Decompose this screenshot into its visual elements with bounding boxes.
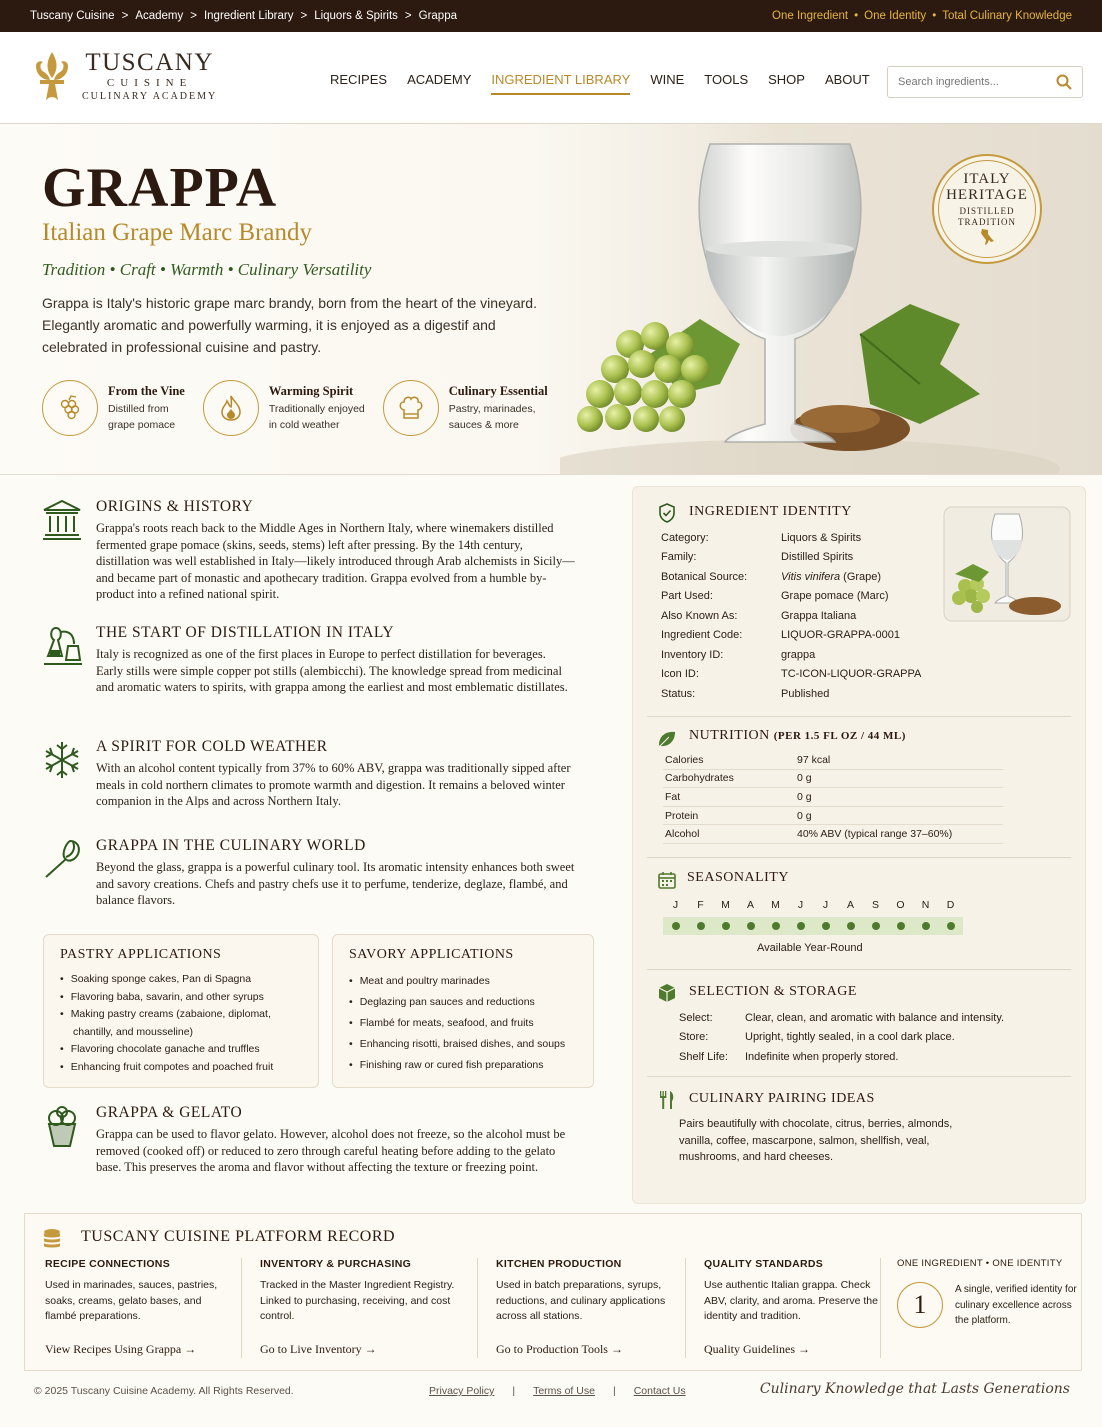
search-input[interactable] xyxy=(898,76,1038,88)
breadcrumb-ingredient-library[interactable]: Ingredient Library xyxy=(203,10,294,22)
divider xyxy=(685,1258,686,1358)
storage-list xyxy=(679,1008,1004,1067)
nutrition-key: Fat xyxy=(665,790,681,803)
nutrition-key: Protein xyxy=(665,809,699,822)
table-row xyxy=(663,770,1003,789)
fleur-de-lis-icon xyxy=(32,50,72,104)
page-title: GRAPPA xyxy=(42,157,278,219)
section-text: Grappa can be used to flavor gelato. However, alcohol does not freeze, so the alcohol must be removed (cooked off) or reduced to zero through careful heating before adding to the gelato base. This preserves the aroma and flavor without affecting the texture or freezing point. xyxy=(96,1127,566,1175)
search-box xyxy=(887,66,1083,98)
leaf-icon xyxy=(657,729,677,749)
search-icon[interactable] xyxy=(1056,74,1072,90)
nutrition-key: Calories xyxy=(665,753,704,766)
hero xyxy=(0,124,1102,475)
badge-line: ITALY xyxy=(963,170,1011,187)
month-dot xyxy=(788,917,813,935)
section-text: Grappa's roots reach back to the Middle Ages in Northern Italy, where winemakers distilled fermented grape pomace (skins, seeds, stems) left after pressing. By the 14th century, distillation was well established in Italy—likely introduced through Arab alchemists in Sicily—and became part of monastic and apothecary tradition. Grappa evolved from a humble by-product into a refined national spirit. xyxy=(96,521,575,602)
nutrition-table xyxy=(663,751,1003,844)
section-distillation xyxy=(40,624,590,720)
identity-value: Published xyxy=(781,687,830,700)
identity-key: Category: xyxy=(661,531,709,544)
section-text: Beyond the glass, grappa is a powerful culinary tool. Its aromatic intensity enhances both sweet and savory creations. Chefs and pastry chefs use it to perfume, tenderize, deglaze, flambé, and balance flavors. xyxy=(96,860,575,908)
grappa-thumbnail xyxy=(943,506,1071,622)
table-row xyxy=(663,788,1003,807)
box-icon xyxy=(657,983,677,1003)
nutrition-value: 0 g xyxy=(797,772,812,785)
one-badge: 1 xyxy=(897,1282,943,1328)
identity-value: Distilled Spirits xyxy=(781,551,854,564)
divider xyxy=(647,716,1071,717)
savory-applications xyxy=(332,934,594,1088)
identity-key: Part Used: xyxy=(661,590,713,603)
tagline-sep: • xyxy=(932,10,937,22)
breadcrumb-separator: > xyxy=(300,10,308,22)
footer xyxy=(0,1380,1102,1404)
month-dot xyxy=(938,917,963,935)
record-kitchen-production xyxy=(496,1258,686,1358)
record-col-text: Used in marinades, sauces, pastries, soaks, creams, gelato bases, and flambé preparations. xyxy=(45,1279,218,1322)
list-item: • Meat and poultry marinades xyxy=(349,971,577,992)
section-title: GRAPPA IN THE CULINARY WORLD xyxy=(96,837,366,854)
nutrition-title-row xyxy=(689,728,906,744)
feature-title: Warming Spirit xyxy=(268,383,354,398)
divider xyxy=(647,1076,1071,1077)
storage-value: Upright, tightly sealed, in a cool dark place. xyxy=(745,1031,955,1044)
calendar-icon xyxy=(657,870,677,890)
breadcrumb-current: Grappa xyxy=(418,10,457,22)
month-dot xyxy=(913,917,938,935)
identity-value: Liquors & Spirits xyxy=(781,531,862,544)
month-label: M xyxy=(721,899,730,911)
nutrition-value: 0 g xyxy=(797,790,812,803)
month-dot xyxy=(688,917,713,935)
logo[interactable] xyxy=(32,50,217,104)
month-label: S xyxy=(871,899,879,911)
hero-features xyxy=(42,380,566,436)
record-one-identity xyxy=(897,1258,1077,1358)
tagline-sep: • xyxy=(854,10,859,22)
feature-text: grape pomace xyxy=(108,418,176,431)
feature-text: Distilled from xyxy=(108,402,169,415)
breadcrumb-academy[interactable]: Academy xyxy=(135,10,184,22)
identity-key: Status: xyxy=(661,687,696,700)
contact-us-link[interactable]: Contact Us xyxy=(633,1385,686,1397)
storage-key: Select: xyxy=(679,1011,713,1024)
logo-line2: CUISINE xyxy=(106,77,193,89)
feature-title: From the Vine xyxy=(108,383,185,398)
nav-about[interactable]: ABOUT xyxy=(824,72,870,87)
nutrition-value: 0 g xyxy=(797,809,812,822)
divider xyxy=(647,969,1071,970)
page-subtitle: Italian Grape Marc Brandy xyxy=(42,219,313,246)
divider xyxy=(880,1258,881,1358)
shield-check-icon xyxy=(657,503,677,523)
identity-key: Inventory ID: xyxy=(661,648,724,661)
gelato-icon xyxy=(40,1106,84,1150)
seasonality-title: SEASONALITY xyxy=(687,870,789,885)
section-text: Italy is recognized as one of the first places in Europe to perfect distillation for beverages. Early stills were simple copper pot stills (alembicchi). The knowledge spread from medicinal and aromatic waters to spirits, with grappa among the earliest and most emblematic distillates. xyxy=(96,647,568,695)
section-title: THE START OF DISTILLATION IN ITALY xyxy=(96,624,395,641)
table-row xyxy=(663,807,1003,826)
nutrition-key: Alcohol xyxy=(665,828,700,841)
record-col-text: Tracked in the Master Ingredient Registry. Linked to purchasing, receiving, and cost control. xyxy=(260,1279,455,1322)
section-text: With an alcohol content typically from 37% to 60% ABV, grappa was traditionally sipped after meals in cold northern climates to promote warmth and digestion. It remains a beloved winter companion in the Alps and across Northern Italy. xyxy=(96,761,571,809)
feature-text: in cold weather xyxy=(268,418,340,431)
record-col-text: Use authentic Italian grappa. Check ABV, clarity, and aroma. Preserve the identity and tradition. xyxy=(704,1279,878,1322)
copyright: © 2025 Tuscany Cuisine Academy. All Rights Reserved. xyxy=(34,1385,294,1397)
record-col-text: A single, verified identity for culinary excellence across the platform. xyxy=(955,1284,1077,1326)
nav-shop[interactable]: SHOP xyxy=(768,72,805,87)
identity-key: Botanical Source: xyxy=(661,570,748,583)
nutrition-value: 40% ABV (typical range 37–60%) xyxy=(797,828,953,841)
record-recipe-connections xyxy=(45,1258,235,1358)
grape-icon xyxy=(42,380,98,436)
month-dot xyxy=(763,917,788,935)
table-row xyxy=(663,825,1003,844)
month-label: J xyxy=(797,899,804,911)
list-item: • Soaking sponge cakes, Pan di Spagna xyxy=(60,971,302,989)
month-label: N xyxy=(921,899,930,911)
footer-links: Privacy Policy | Terms of Use | Contact Us xyxy=(429,1385,686,1397)
month-label: F xyxy=(697,899,704,911)
identity-key: Ingredient Code: xyxy=(661,629,743,642)
record-col-title: ONE INGREDIENT • ONE IDENTITY xyxy=(897,1258,1063,1269)
section-title: A SPIRIT FOR COLD WEATHER xyxy=(96,738,328,755)
pastry-applications xyxy=(43,934,319,1088)
tagline-item: Total Culinary Knowledge xyxy=(942,10,1072,22)
identity-value: Grappa Italiana xyxy=(781,609,857,622)
logo-line3: CULINARY ACADEMY xyxy=(82,91,218,102)
list-item: • Flavoring baba, savarin, and other syrups xyxy=(60,989,302,1007)
list-item: • Flavoring chocolate ganache and truffles xyxy=(60,1041,302,1059)
feature-text: sauces & more xyxy=(448,418,519,431)
identity-value: Grape pomace (Marc) xyxy=(781,590,889,603)
live-inventory-link[interactable]: Go to Live Inventory → xyxy=(260,1342,377,1356)
chef-hat-icon xyxy=(383,380,439,436)
breadcrumb-separator: > xyxy=(404,10,412,22)
badge-line: TRADITION xyxy=(958,216,1016,227)
feature-text: Traditionally enjoyed xyxy=(268,402,365,415)
coins-icon xyxy=(41,1228,63,1250)
hero-tags: Tradition • Craft • Warmth • Culinary Versatility xyxy=(42,260,372,279)
identity-list xyxy=(661,528,921,704)
platform-record xyxy=(24,1213,1082,1371)
nutrition-subtitle: (PER 1.5 FL OZ / 44 ML) xyxy=(773,730,906,742)
identity-value: TC-ICON-LIQUOR-GRAPPA xyxy=(781,668,922,681)
record-col-text: Used in batch preparations, syrups, reductions, and culinary applications across all stations. xyxy=(496,1279,666,1322)
identity-title: INGREDIENT IDENTITY xyxy=(689,504,852,519)
quality-guidelines-link[interactable]: Quality Guidelines → xyxy=(704,1342,810,1356)
list-item: • Enhancing fruit compotes and poached fruit xyxy=(60,1059,302,1077)
record-col-title: QUALITY STANDARDS xyxy=(704,1258,824,1270)
ingredient-panel xyxy=(632,486,1086,1204)
nutrition-title: NUTRITION xyxy=(689,728,770,743)
nutrition-key: Carbohydrates xyxy=(665,772,734,785)
top-tagline xyxy=(772,10,1072,22)
feature-culinary xyxy=(383,380,548,436)
list-item: • Enhancing risotti, braised dishes, and soups xyxy=(349,1034,577,1055)
breadcrumb-separator: > xyxy=(190,10,197,22)
list-item: • Finishing raw or cured fish preparations xyxy=(349,1055,577,1076)
hero-description: Grappa is Italy's historic grape marc brandy, born from the heart of the vineyard. Elegantly aromatic and powerfully warming, it is enjoyed as a digestif and celebrated in professional cuisine and pastry. xyxy=(42,295,537,355)
section-origins xyxy=(40,498,590,608)
feature-title: Culinary Essential xyxy=(448,383,548,398)
nav-ingredient-library[interactable]: INGREDIENT LIBRARY xyxy=(491,72,630,95)
list-item: • Deglazing pan sauces and reductions xyxy=(349,992,577,1013)
breadcrumb-liquors[interactable]: Liquors & Spirits xyxy=(314,10,398,22)
identity-key: Icon ID: xyxy=(661,668,699,681)
pairing-text: Pairs beautifully with chocolate, citrus, berries, almonds, vanilla, coffee, mascarpone, salmon, shellfish, veal, mushrooms, and hard cheeses. xyxy=(679,1118,953,1163)
still-icon xyxy=(40,624,84,668)
divider xyxy=(241,1258,242,1358)
nav-recipes[interactable]: RECIPES xyxy=(330,72,388,87)
site-header xyxy=(0,32,1102,124)
section-title: GRAPPA & GELATO xyxy=(96,1104,243,1121)
privacy-policy-link[interactable]: Privacy Policy xyxy=(429,1385,495,1397)
snowflake-icon xyxy=(40,738,84,782)
table-row xyxy=(663,751,1003,770)
month-dot xyxy=(838,917,863,935)
nav-tools[interactable]: TOOLS xyxy=(704,72,749,87)
badge-line: DISTILLED xyxy=(959,205,1015,216)
list-item: • Making pastry creams (zabaione, diplomat, xyxy=(60,1006,302,1024)
feature-warming xyxy=(203,380,365,436)
feature-text: Pastry, marinades, xyxy=(448,402,536,415)
pastry-title: PASTRY APPLICATIONS xyxy=(60,947,222,962)
breadcrumb-separator: > xyxy=(121,10,129,22)
month-label: M xyxy=(771,899,780,911)
identity-key: Also Known As: xyxy=(661,609,738,622)
savory-title: SAVORY APPLICATIONS xyxy=(349,947,514,962)
nav-academy[interactable]: ACADEMY xyxy=(407,72,472,87)
month-dot xyxy=(663,917,688,935)
month-label: O xyxy=(896,899,905,911)
feature-from-vine xyxy=(42,380,185,436)
view-recipes-link[interactable]: View Recipes Using Grappa → xyxy=(45,1342,197,1356)
whisk-icon xyxy=(40,837,84,881)
month-dot xyxy=(813,917,838,935)
nutrition-value: 97 kcal xyxy=(797,753,831,766)
divider xyxy=(477,1258,478,1358)
month-dot xyxy=(863,917,888,935)
month-dot xyxy=(713,917,738,935)
section-culinary-world xyxy=(40,837,590,917)
footer-motto: Culinary Knowledge that Lasts Generations xyxy=(759,1381,1070,1397)
logo-text xyxy=(82,50,217,104)
italy-map-icon xyxy=(979,228,995,248)
month-label: J xyxy=(672,899,679,911)
identity-value: Vitis vinifera (Grape) xyxy=(781,570,882,583)
storage-title: SELECTION & STORAGE xyxy=(689,984,857,999)
record-col-title: RECIPE CONNECTIONS xyxy=(45,1258,170,1270)
month-label: D xyxy=(946,899,955,911)
section-title: ORIGINS & HISTORY xyxy=(96,498,254,515)
season-note: Available Year-Round xyxy=(757,942,863,954)
badge-line: HERITAGE xyxy=(946,186,1028,203)
month-dot xyxy=(888,917,913,935)
record-inventory xyxy=(260,1258,470,1358)
month-label: J xyxy=(822,899,829,911)
top-bar xyxy=(0,0,1102,32)
storage-value: Clear, clean, and aromatic with balance and intensity. xyxy=(745,1011,1005,1024)
main-nav xyxy=(330,72,870,95)
month-label: A xyxy=(746,899,754,911)
logo-line1: TUSCANY xyxy=(85,49,214,76)
storage-key: Store: xyxy=(679,1031,709,1044)
month-label: A xyxy=(846,899,854,911)
identity-key: Family: xyxy=(661,551,697,564)
record-col-title: INVENTORY & PURCHASING xyxy=(260,1258,412,1270)
italy-heritage-badge xyxy=(932,154,1042,264)
divider xyxy=(647,857,1071,858)
section-cold-weather xyxy=(40,738,590,818)
breadcrumb xyxy=(30,10,457,22)
season-availability-bar xyxy=(663,917,963,935)
month-dot xyxy=(738,917,763,935)
identity-value: grappa xyxy=(781,648,816,661)
storage-key: Shelf Life: xyxy=(679,1050,728,1063)
season-months xyxy=(663,899,963,911)
pairing-title: CULINARY PAIRING IDEAS xyxy=(689,1091,875,1106)
record-col-title: KITCHEN PRODUCTION xyxy=(496,1258,622,1270)
temple-icon xyxy=(40,498,84,542)
record-title: TUSCANY CUISINE PLATFORM RECORD xyxy=(81,1228,396,1245)
section-gelato xyxy=(40,1104,590,1200)
production-tools-link[interactable]: Go to Production Tools → xyxy=(496,1342,623,1356)
list-item: • Flambé for meats, seafood, and fruits xyxy=(349,1013,577,1034)
record-quality-standards xyxy=(704,1258,879,1358)
breadcrumb-home[interactable]: Tuscany Cuisine xyxy=(30,10,115,22)
terms-of-use-link[interactable]: Terms of Use xyxy=(533,1385,595,1397)
fork-knife-icon xyxy=(657,1090,677,1110)
storage-value: Indefinite when properly stored. xyxy=(745,1050,899,1063)
tagline-item: One Identity xyxy=(864,10,927,22)
tagline-item: One Ingredient xyxy=(772,10,849,22)
list-item-continued: chantilly, and mousseline) xyxy=(73,1025,194,1038)
flame-icon xyxy=(203,380,259,436)
identity-value: LIQUOR-GRAPPA-0001 xyxy=(781,629,901,642)
nav-wine[interactable]: WINE xyxy=(650,72,685,87)
